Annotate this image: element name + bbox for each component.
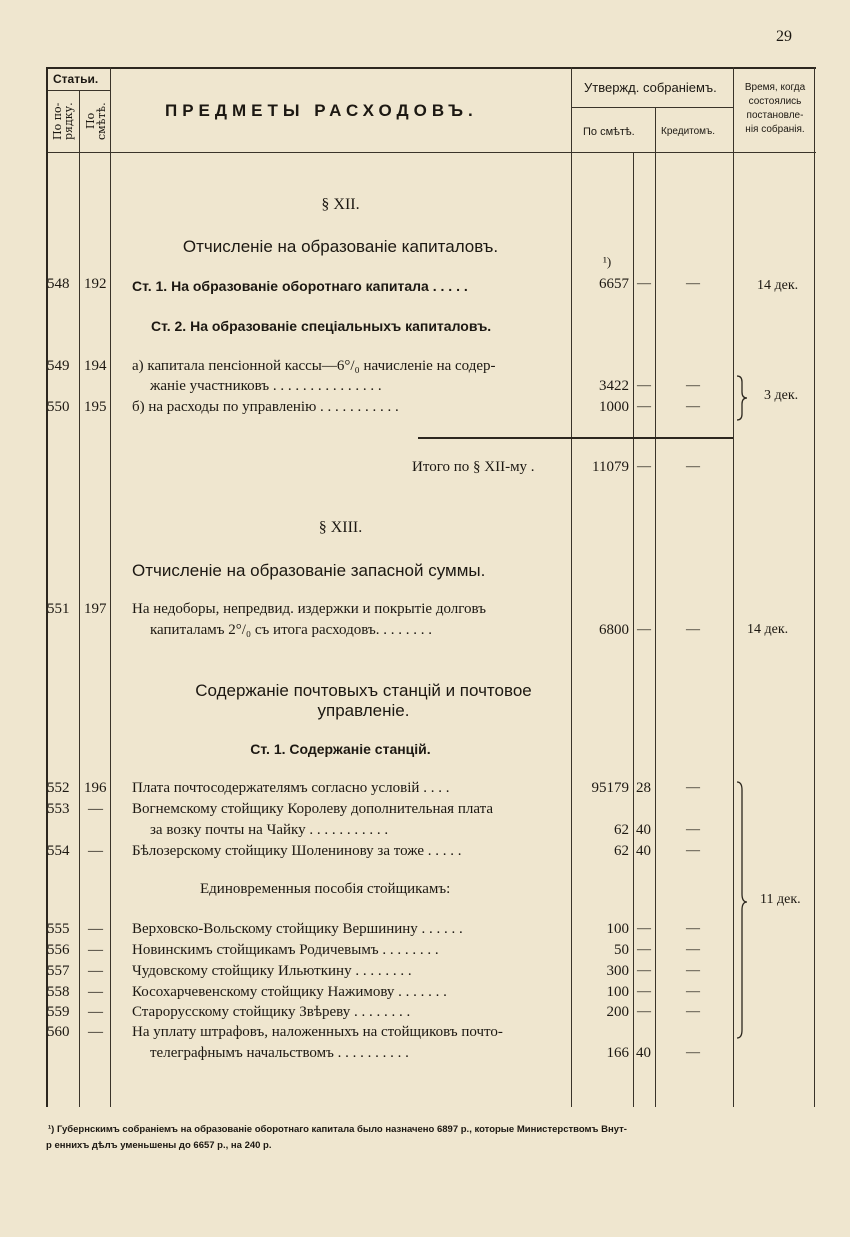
row-548-sm: 192 bbox=[84, 276, 107, 292]
row-549-credit: — bbox=[686, 378, 700, 393]
row-553-credit: — bbox=[686, 822, 700, 837]
post-st1: Ст. 1. Содержаніе станцій. bbox=[250, 741, 431, 757]
row-559-no: 559 bbox=[47, 1004, 70, 1020]
post-title-2: управленіе. bbox=[317, 701, 410, 720]
page-number: 29 bbox=[776, 28, 792, 45]
row-556-kop: — bbox=[637, 942, 651, 957]
row-557-text: Чудовскому стойщику Ильюткину . . . . . . . . bbox=[132, 963, 412, 979]
row-554-credit: — bbox=[686, 843, 700, 858]
header-vremya-3: постановле- bbox=[746, 110, 804, 121]
row-553-text: Вогнемскому стойщику Королеву дополнительная плата bbox=[132, 801, 493, 817]
row-559-text: Старорусскому стойщику Звѣреву . . . . . . . . bbox=[132, 1004, 411, 1020]
row-560-sm: — bbox=[88, 1024, 103, 1040]
row-560-rub: 166 bbox=[606, 1045, 629, 1061]
row-548-no: 548 bbox=[47, 276, 70, 292]
row-559-rub: 200 bbox=[606, 1004, 629, 1020]
header-vremya-2: состоялись bbox=[748, 96, 802, 107]
row-553-sm: — bbox=[88, 801, 103, 817]
row-551-text-2: капиталамъ 2°/₀ съ итога расходовъ. . . . . . . . bbox=[150, 622, 432, 638]
row-551-sm: 197 bbox=[84, 601, 107, 617]
footnote-mark: ¹) bbox=[603, 254, 612, 269]
row-559-kop: — bbox=[637, 1004, 651, 1019]
row-548-rub: 6657 bbox=[599, 276, 629, 292]
row-549-text-1: а) капитала пенсіонной кассы—6°/₀ начисленіе на содер- bbox=[132, 358, 496, 374]
row-554-sm: — bbox=[88, 843, 103, 859]
row-553-text-2: за возку почты на Чайку . . . . . . . . . . . bbox=[150, 822, 389, 838]
row-556-rub: 50 bbox=[614, 942, 629, 958]
row-559-credit: — bbox=[686, 1004, 700, 1019]
section-12-subheading: Отчисленіе на образованіе капиталовъ. bbox=[182, 237, 499, 256]
row-548-credit: — bbox=[686, 276, 700, 291]
total-12-text: Итого по § XII-му . bbox=[412, 459, 535, 475]
row-551-credit: — bbox=[686, 622, 700, 637]
row-548-text: Ст. 1. На образованіе оборотнаго капитала . . . . . bbox=[132, 278, 468, 294]
row-550-rub: 1000 bbox=[599, 399, 629, 415]
section-13-subheading: Отчисленіе на образованіе запасной суммы. bbox=[132, 561, 486, 580]
row-552-no: 552 bbox=[47, 780, 70, 796]
row-551-no: 551 bbox=[47, 601, 70, 617]
header-vremya-4: нія собранія. bbox=[745, 124, 805, 135]
group-date-3dek: 3 дек. bbox=[764, 388, 799, 403]
row-550-credit: — bbox=[686, 399, 700, 414]
row-549-no: 549 bbox=[47, 358, 70, 374]
row-555-rub: 100 bbox=[606, 921, 629, 937]
header-col-po-poryadku: По по-рядку. bbox=[51, 102, 75, 140]
row-550-no: 550 bbox=[47, 399, 70, 415]
brace-3dek bbox=[735, 374, 749, 422]
row-556-credit: — bbox=[686, 942, 700, 957]
header-title: ПРЕДМЕТЫ РАСХОДОВЪ. bbox=[165, 101, 478, 120]
row-555-text: Верховско-Вольскому стойщику Вершинину . . . . . . bbox=[132, 921, 463, 937]
footnote-line-2: р еннихъ дѣлъ уменьшены до 6657 р., на 240 р. bbox=[46, 1140, 272, 1151]
row-551-date: 14 дек. bbox=[747, 622, 789, 637]
header-po-smete: По смѣтѣ. bbox=[583, 126, 635, 138]
row-549-kop: — bbox=[637, 378, 651, 393]
row-555-credit: — bbox=[686, 921, 700, 936]
row-557-credit: — bbox=[686, 963, 700, 978]
header-col-po-smete: По смѣтѣ. bbox=[84, 102, 108, 140]
row-554-text: Бѣлозерскому стойщику Шоленинову за тоже . . . . . bbox=[132, 843, 462, 859]
row-553-no: 553 bbox=[47, 801, 70, 817]
total-12-credit: — bbox=[686, 459, 700, 474]
row-557-kop: — bbox=[637, 963, 651, 978]
row-558-rub: 100 bbox=[606, 984, 629, 1000]
row-549-sm: 194 bbox=[84, 358, 107, 374]
row-548-kop: — bbox=[637, 276, 651, 291]
row-553-rub: 62 bbox=[614, 822, 629, 838]
row-560-text-1: На уплату штрафовъ, наложенныхъ на стойщиковъ почто- bbox=[132, 1024, 503, 1040]
total-12-rub: 11079 bbox=[592, 459, 629, 475]
row-559-sm: — bbox=[88, 1004, 103, 1020]
row-557-no: 557 bbox=[47, 963, 70, 979]
row-549-text-2: жаніе участниковъ . . . . . . . . . . . . . . . bbox=[150, 378, 382, 394]
row-551-kop: — bbox=[637, 622, 651, 637]
row-558-credit: — bbox=[686, 984, 700, 999]
row-552-rub: 95179 bbox=[591, 780, 629, 796]
total-rule bbox=[418, 437, 733, 439]
row-554-no: 554 bbox=[47, 843, 70, 859]
row-550-text: б) на расходы по управленію . . . . . . . . . . . bbox=[132, 399, 399, 415]
section-12-heading: § XII. bbox=[321, 196, 360, 213]
row-550-sm: 195 bbox=[84, 399, 107, 415]
row-558-sm: — bbox=[88, 984, 103, 1000]
row-555-kop: — bbox=[637, 921, 651, 936]
row-558-kop: — bbox=[637, 984, 651, 999]
row-560-no: 560 bbox=[47, 1024, 70, 1040]
row-552-sm: 196 bbox=[84, 780, 107, 796]
row-552-kop: 28 bbox=[636, 780, 651, 796]
row-551-text-1: На недоборы, непредвид. издержки и покрытіе долговъ bbox=[132, 601, 486, 617]
row-555-sm: — bbox=[88, 921, 103, 937]
row-556-text: Новинскимъ стойщикамъ Родичевымъ . . . . . . . . bbox=[132, 942, 439, 958]
row-551-rub: 6800 bbox=[599, 622, 629, 638]
row-554-rub: 62 bbox=[614, 843, 629, 859]
header-statyi: Статьи. bbox=[53, 72, 99, 86]
brace-11dek bbox=[735, 780, 749, 1040]
row-557-sm: — bbox=[88, 963, 103, 979]
row-558-no: 558 bbox=[47, 984, 70, 1000]
post-title-1: Содержаніе почтовыхъ станцій и почтовое bbox=[195, 681, 532, 700]
row-550-kop: — bbox=[637, 399, 651, 414]
section-13-heading: § XIII. bbox=[318, 519, 363, 536]
row-560-text-2: телеграфнымъ начальствомъ . . . . . . . . . . bbox=[150, 1045, 409, 1061]
total-12-kop: — bbox=[637, 459, 651, 474]
header-utverzhd: Утвержд. собраніемъ. bbox=[584, 80, 717, 95]
row-552-credit: — bbox=[686, 780, 700, 795]
header-kreditom: Кредитомъ. bbox=[661, 126, 716, 137]
row-555-no: 555 bbox=[47, 921, 70, 937]
row-548-date: 14 дек. bbox=[757, 278, 799, 293]
row-556-no: 556 bbox=[47, 942, 70, 958]
row-556-sm: — bbox=[88, 942, 103, 958]
posobiya-heading: Единовременныя пособія стойщикамъ: bbox=[200, 881, 451, 897]
footnote-line-1: ¹) Губернскимъ собраніемъ на образованіе оборотнаго капитала было назначено 6897 р., которые Министерствомъ Внут- bbox=[48, 1124, 627, 1135]
row-557-rub: 300 bbox=[606, 963, 629, 979]
header-vremya-1: Время, когда bbox=[744, 82, 806, 93]
group-date-11dek: 11 дек. bbox=[760, 892, 801, 907]
row-552-text: Плата почтосодержателямъ согласно условій . . . . bbox=[132, 780, 450, 796]
row-560-kop: 40 bbox=[636, 1045, 651, 1061]
row-549-rub: 3422 bbox=[599, 378, 629, 394]
row-554-kop: 40 bbox=[636, 843, 651, 859]
row-553-kop: 40 bbox=[636, 822, 651, 838]
section-12-st2: Ст. 2. На образованіе спеціальныхъ капиталовъ. bbox=[151, 318, 492, 334]
row-558-text: Косохарчевенскому стойщику Нажимову . . . . . . . bbox=[132, 984, 447, 1000]
row-560-credit: — bbox=[686, 1045, 700, 1060]
